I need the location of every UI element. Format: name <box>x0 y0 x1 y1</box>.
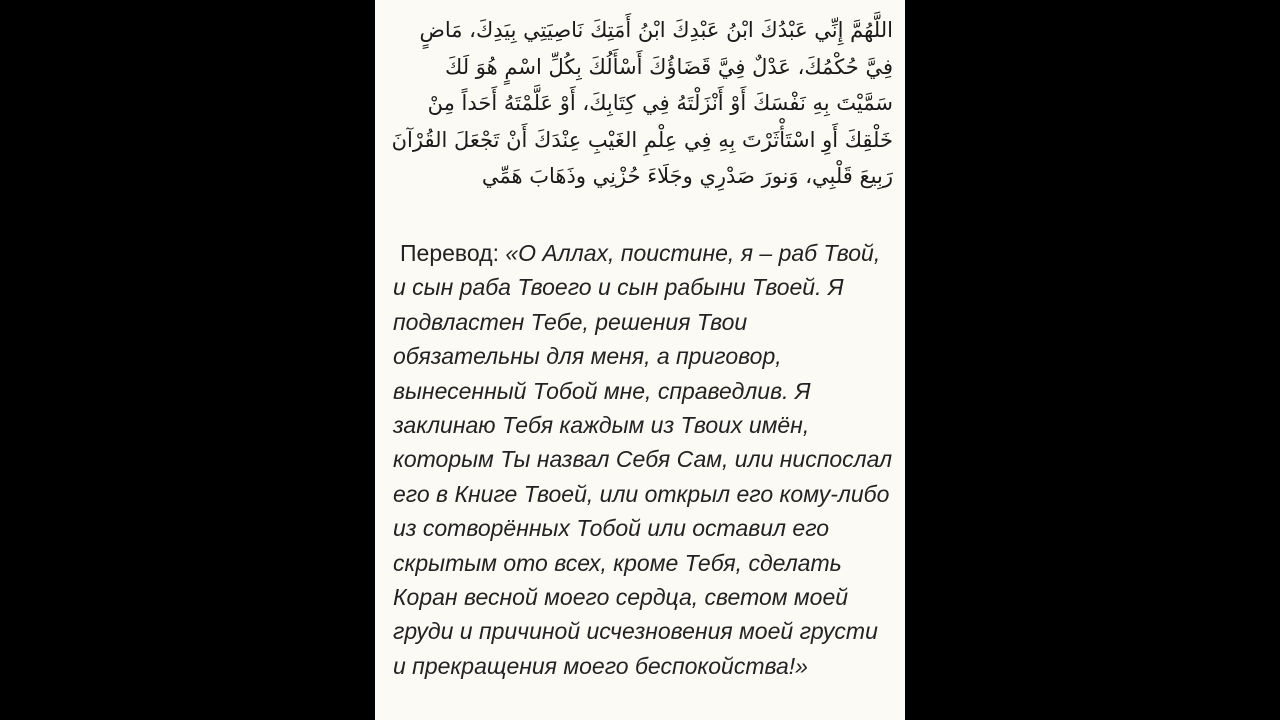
translation-paragraph <box>393 236 893 683</box>
arabic-dua-text: اللَّهُمَّ إِنِّي عَبْدُكَ ابْنُ عَبْدِكَ ابْنُ أَمَتِكَ نَاصِيَتِي بِيَدِكَ، مَاضٍ فِيَّ حُكْمُكَ، عَدْلٌ فِيَّ قَضَاؤُكَ أَسْأَلُكَ بِكُلِّ اسْمٍ هُوَ لَكَ سَمَّيْتَ بِهِ نَفْسَكَ أَوْ أَنْزَلْتَهُ فِي كِتَابِكَ، أَوْ عَلَّمْتَهُ أَحَداً مِنْ خَلْقِكَ أَوِ اسْتَأْثَرْتَ بِهِ فِي عِلْمِ الغَيْبِ عِنْدَكَ أَنْ تَجْعَلَ القُرْآنَ رَبِيعَ قَلْبِي، وَنورَ صَدْرِي وجَلَاءَ حُزْنِي وذَهَابَ هَمِّي <box>391 18 893 188</box>
translation-text: «О Аллах, поистине, я – раб Твой, и сын раба Твоего и сын рабыни Твоей. Я подвластен Тебе, решения Твои обязательны для меня, а приговор, вынесенный Тобой мне, справедлив. Я заклинаю Тебя каждым из Твоих имён, которым Ты назвал Себя Сам, или ниспослал его в Книге Твоей, или открыл его кому-либо из сотворённых Тобой или оставил его скрытым ото всех, кроме Тебя, сделать Коран весной моего сердца, светом моей груди и причиной исчезновения моей грусти и прекращения моего беспокойства!» <box>393 240 893 679</box>
document-page <box>375 0 905 720</box>
translation-label: Перевод: <box>400 240 506 266</box>
